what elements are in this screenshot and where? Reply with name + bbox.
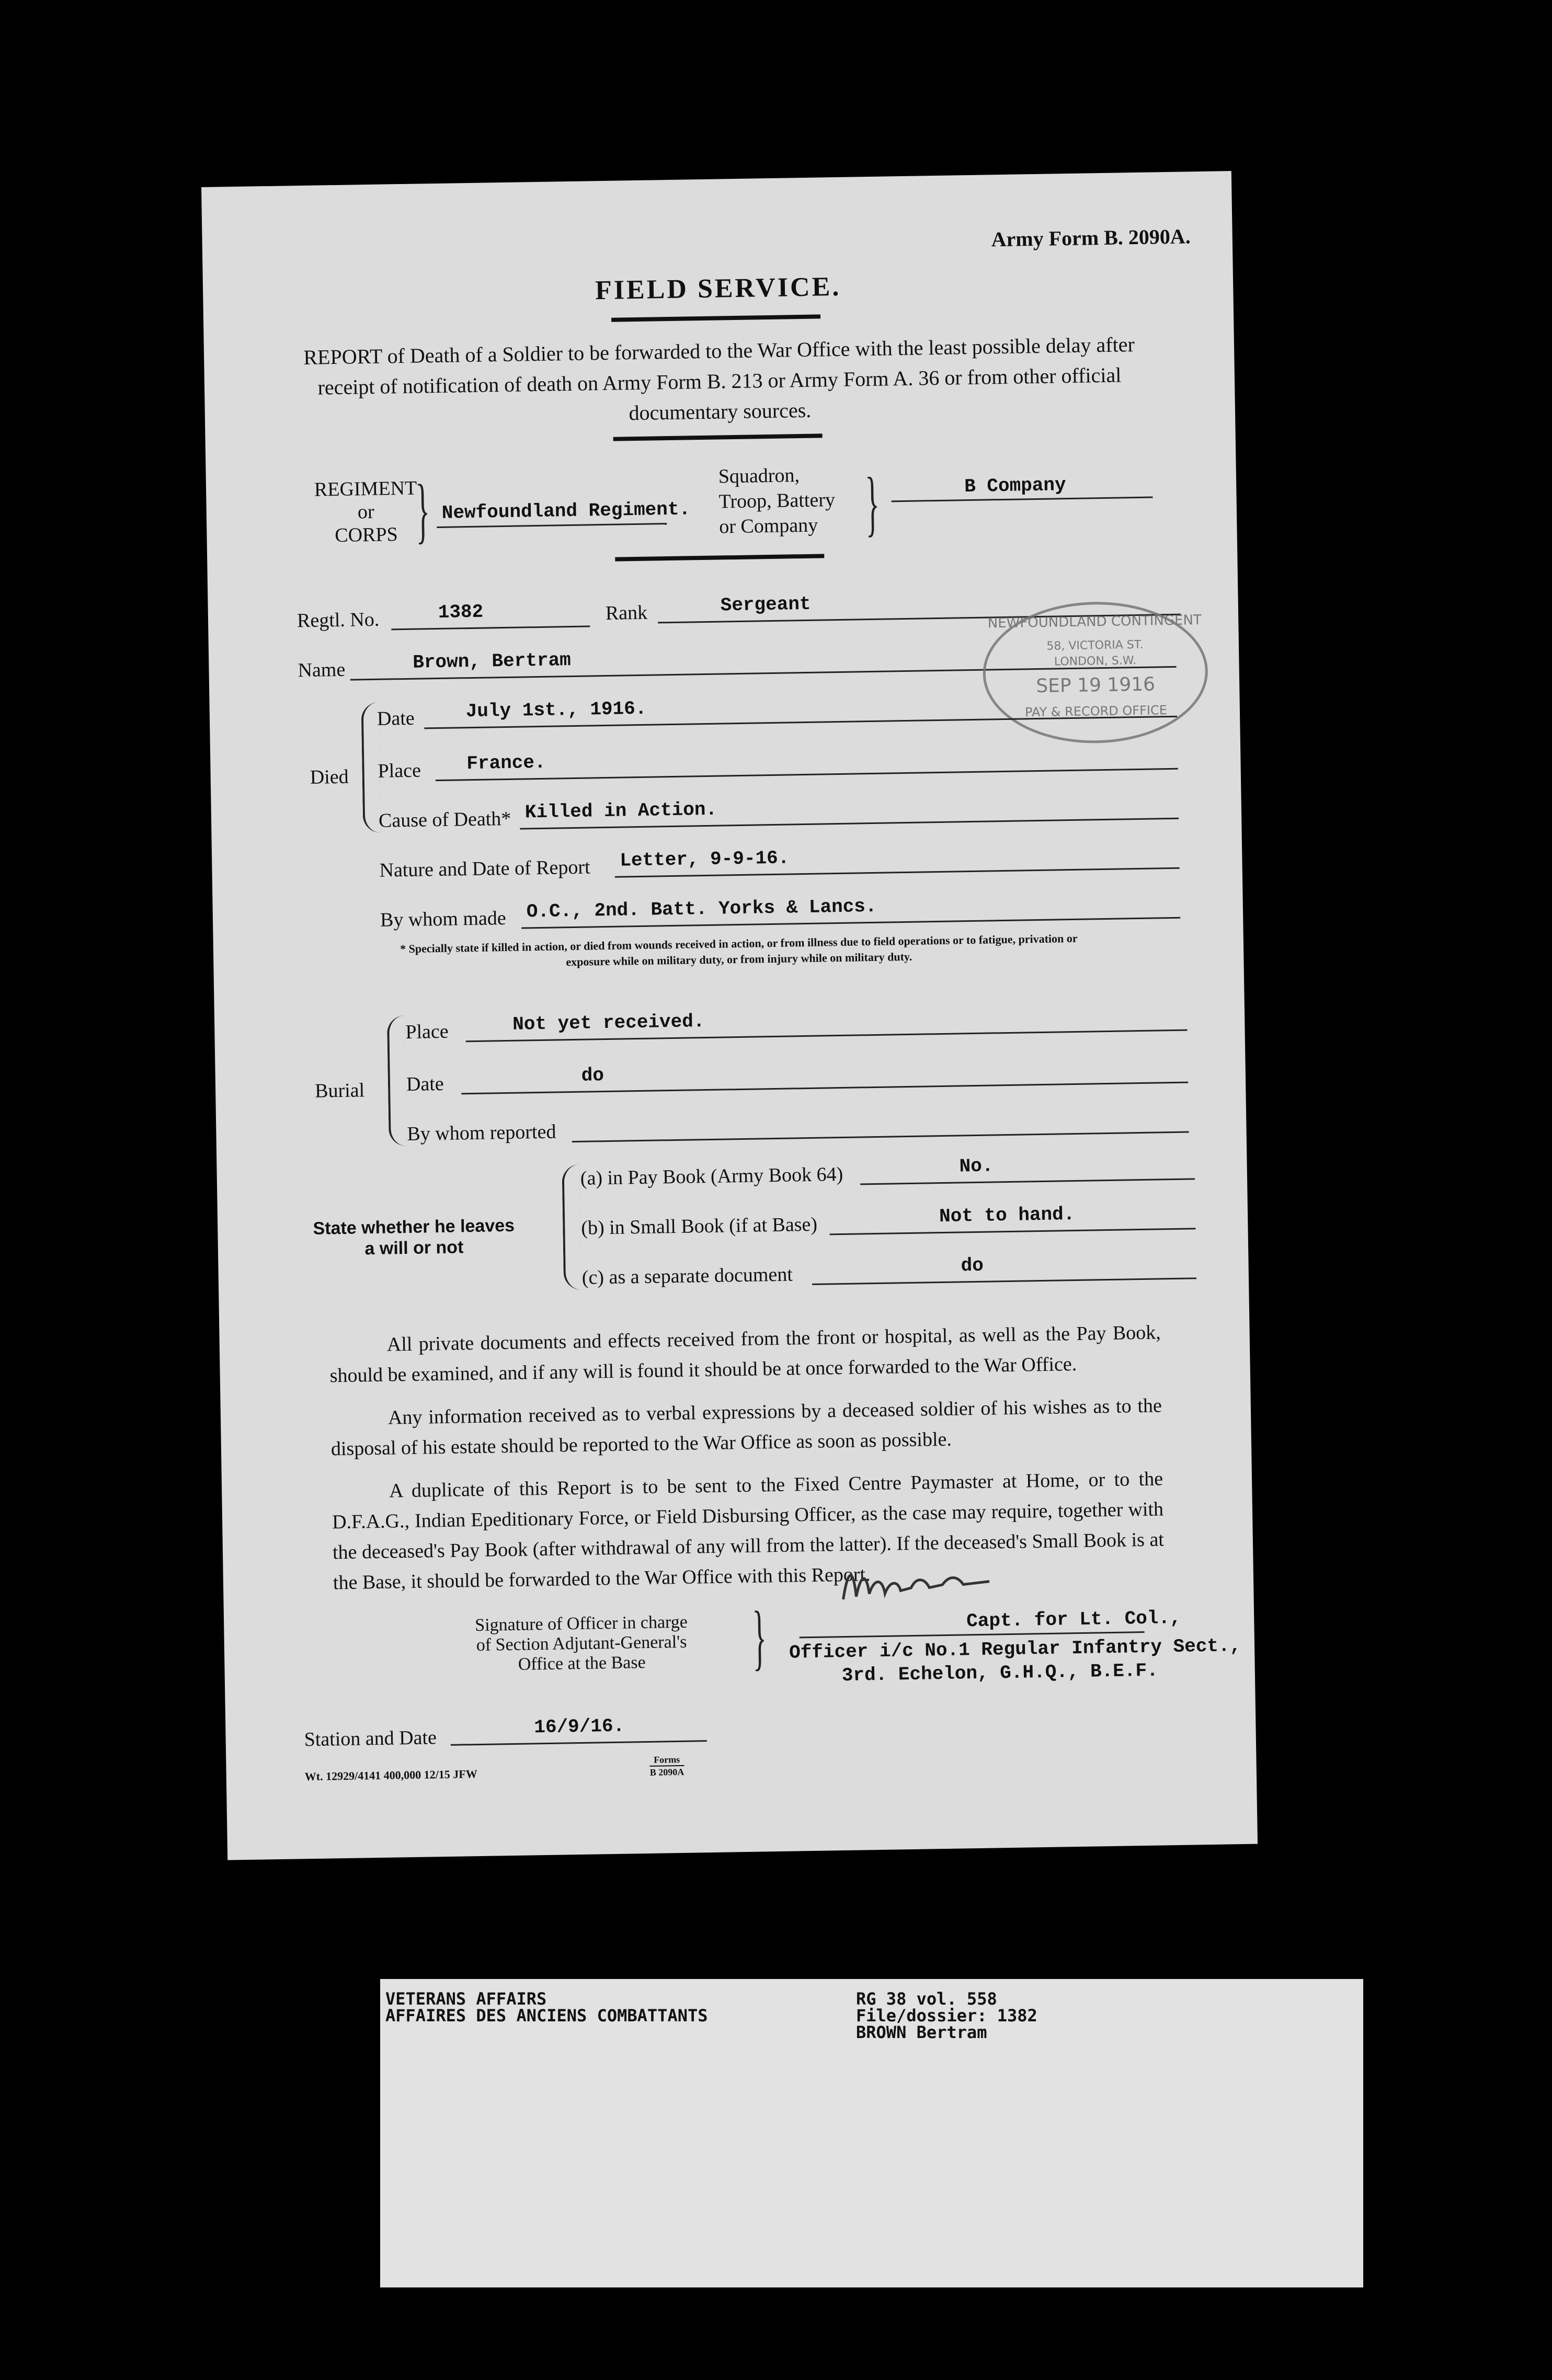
label-right-1: RG 38 vol. 558 <box>856 1989 997 2009</box>
intro-text: REPORT of Death of a Soldier to be forwarded to the War Office with the least possible delay after receipt of notification of death on Army Form B. 213 or Army Form A. 36 or from other official documentary sources. <box>303 333 1135 425</box>
name-value: Brown, Bertram <box>413 649 572 673</box>
will-c-label: (c) as a separate document <box>581 1263 793 1289</box>
regtl-no-line <box>391 625 590 630</box>
company-value: B Company <box>964 474 1066 498</box>
name-label: Name <box>298 658 346 682</box>
station-label: Station and Date <box>304 1726 437 1751</box>
brace-regiment: } <box>415 470 431 551</box>
footnote-line-1: * Specially state if killed in action, or died from wounds received in action, or from illness due to field operations or to fatigue, privation or <box>400 931 1078 956</box>
by-whom-value: O.C., 2nd. Batt. Yorks & Lancs. <box>526 895 877 923</box>
died-label: Died <box>310 765 349 788</box>
will-brace <box>562 1164 581 1290</box>
will-c-value: do <box>961 1254 984 1277</box>
report-value: Letter, 9-9-16. <box>620 847 790 872</box>
died-place-line <box>436 768 1178 781</box>
burial-reported-line <box>572 1131 1189 1143</box>
label-left-1: VETERANS AFFAIRS <box>385 1989 547 2009</box>
title-rule <box>611 314 820 322</box>
label-right-3: BROWN Bertram <box>856 2022 987 2042</box>
label-left-2: AFFAIRES DES ANCIENS COMBATTANTS <box>385 2006 708 2026</box>
brace-signature: } <box>751 1596 767 1678</box>
burial-reported-label: By whom reported <box>407 1120 556 1146</box>
will-b-label: (b) in Small Book (if at Base) <box>581 1213 818 1239</box>
print-code: Wt. 12929/4141 400,000 12/15 JFW <box>304 1767 477 1783</box>
rank-label: Rank <box>605 601 648 624</box>
died-date-value: July 1st., 1916. <box>465 697 647 723</box>
will-b-line <box>830 1228 1196 1235</box>
label-right-2: File/dossier: 1382 <box>856 2006 1037 2026</box>
officer-signature <box>837 1555 995 1610</box>
unit-rule <box>615 554 824 561</box>
signature-line-1: Capt. for Lt. Col., <box>966 1607 1182 1632</box>
station-value: 16/9/16. <box>534 1715 625 1738</box>
burial-brace <box>387 1015 407 1147</box>
by-whom-label: By whom made <box>380 907 507 931</box>
will-a-line <box>860 1178 1195 1185</box>
regiment-line <box>437 523 667 528</box>
cause-value: Killed in Action. <box>524 798 717 823</box>
will-a-label: (a) in Pay Book (Army Book 64) <box>580 1163 843 1189</box>
paragraph-duplicate: A duplicate of this Report is to be sent to the Fixed Centre Paymaster at Home, or to the D.F.A.G., Indian Epeditionary Force, or Field Disbursing Officer, as the case may require, together with the deceased's Pay Book (after withdrawal of any will from the latter). If the deceased's Small Book is at the Base, it should be forwarded to the War Office with this Report. <box>332 1468 1165 1594</box>
rank-value: Sergeant <box>720 593 811 616</box>
died-date-label: Date <box>376 707 415 730</box>
paragraph-verbal: Any information received as to verbal expressions by a deceased soldier of his wishes as to the disposal of his estate should be reported to the War Office as soon as possible. <box>330 1394 1162 1460</box>
form-title: FIELD SERVICE. <box>595 271 841 306</box>
paragraph-effects: All private documents and effects received from the front or hospital, as well as the Pay Book, should be examined, and if any will is found it should be at once forwarded to the War Office. <box>329 1321 1161 1387</box>
signature-line-2: Officer i/c No.1 Regular Infantry Sect., <box>789 1635 1241 1664</box>
burial-date-line <box>461 1082 1188 1095</box>
regtl-no-value: 1382 <box>438 601 484 623</box>
burial-label: Burial <box>314 1079 365 1102</box>
will-c-line <box>812 1277 1196 1285</box>
report-label: Nature and Date of Report <box>379 856 590 882</box>
archive-label-card <box>380 1979 1363 2287</box>
forms-code: Forms B 2090A <box>649 1754 684 1778</box>
died-place-value: France. <box>466 751 546 775</box>
footnote-line-2: exposure while on military duty, or from injury while on military duty. <box>566 949 912 969</box>
brace-squadron: } <box>864 462 880 544</box>
will-b-value: Not to hand. <box>939 1204 1075 1228</box>
squadron-label: Squadron, Troop, Battery or Company <box>718 464 836 538</box>
burial-place-label: Place <box>405 1020 449 1044</box>
signature-label: Signature of Officer in charge of Section Adjutant-General's Office at the Base <box>474 1612 688 1674</box>
burial-date-label: Date <box>406 1072 444 1096</box>
regtl-no-label: Regtl. No. <box>296 608 380 632</box>
regiment-label: REGIMENT or CORPS <box>314 477 417 547</box>
burial-place-value: Not yet received. <box>512 1011 705 1035</box>
form-sheet <box>201 171 1258 1860</box>
company-line <box>892 496 1153 502</box>
burial-date-value: do <box>581 1065 604 1086</box>
form-number: Army Form B. 2090A. <box>991 224 1191 251</box>
signature-line-3: 3rd. Echelon, G.H.Q., B.E.F. <box>841 1660 1159 1687</box>
died-place-label: Place <box>378 759 421 782</box>
will-a-value: No. <box>959 1155 994 1177</box>
will-label: State whether he leaves a will or not <box>313 1215 515 1259</box>
cause-label: Cause of Death* <box>378 807 511 832</box>
record-office-stamp: NEWFOUNDLAND CONTINGENT 58, VICTORIA ST. LONDON, S.W. SEP 19 1916 PAY & RECORD OFFICE <box>982 600 1209 745</box>
station-line <box>451 1740 707 1746</box>
intro-rule <box>613 433 823 441</box>
regiment-value: Newfoundland Regiment. <box>441 498 691 524</box>
